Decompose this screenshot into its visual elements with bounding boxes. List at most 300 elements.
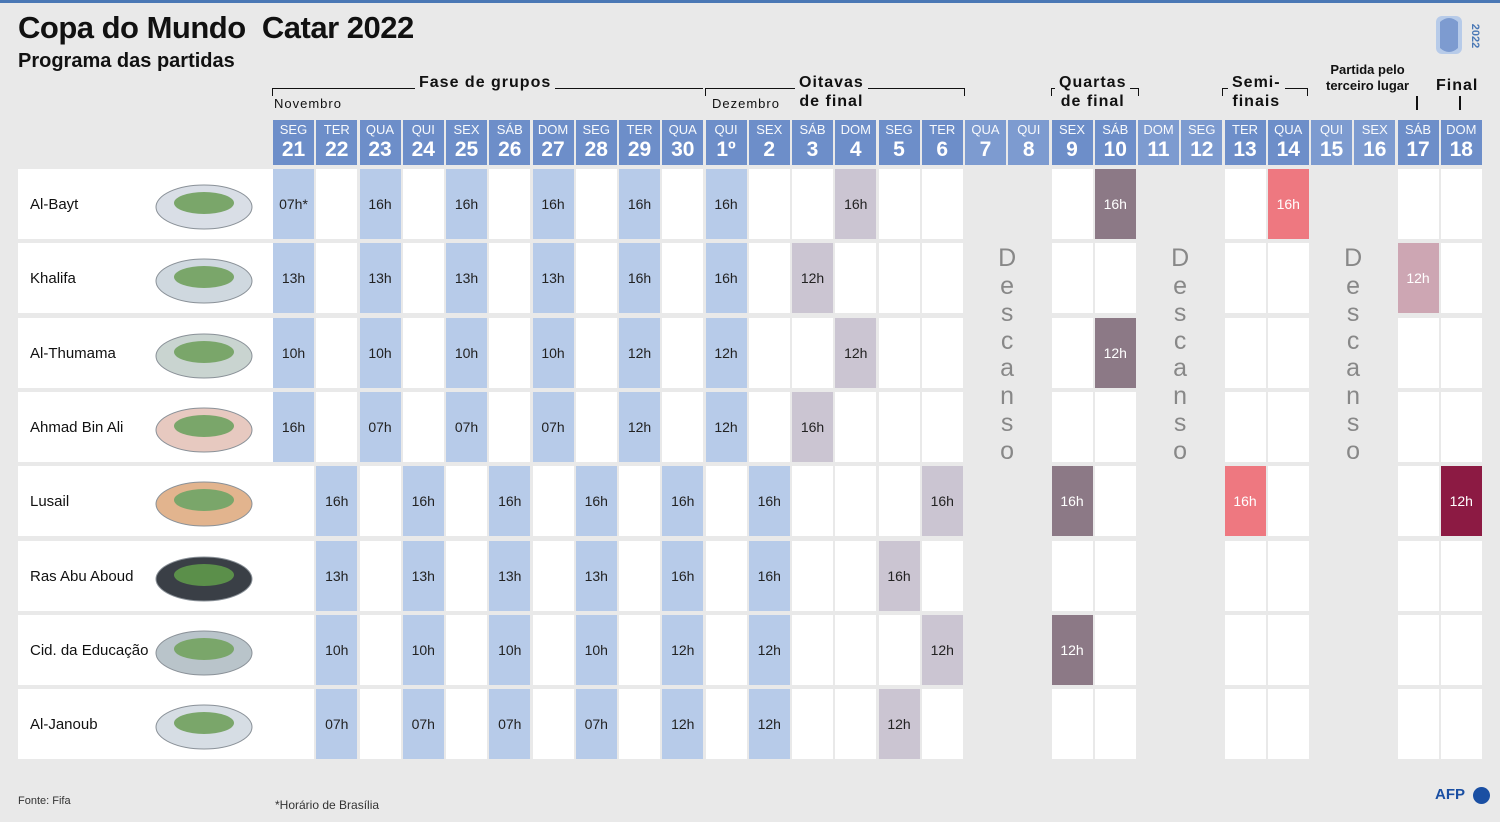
empty-cell <box>446 689 487 759</box>
day-header <box>749 120 790 165</box>
match-cell: 12h <box>662 689 703 759</box>
final-label: Final <box>1432 76 1482 95</box>
match-cell: 16h <box>273 392 314 462</box>
empty-cell <box>1268 243 1309 313</box>
empty-cell <box>1052 318 1093 388</box>
match-cell: 16h <box>706 243 747 313</box>
match-cell: 16h <box>360 169 401 239</box>
empty-cell <box>922 541 963 611</box>
match-cell: 13h <box>533 243 574 313</box>
quarter-final-line1: Quartas <box>1059 74 1127 91</box>
match-cell: 12h <box>619 318 660 388</box>
empty-cell <box>1398 169 1439 239</box>
empty-cell <box>1095 689 1136 759</box>
day-name: QUI <box>714 122 738 137</box>
match-cell: 16h <box>706 169 747 239</box>
third-place-label <box>1322 62 1413 94</box>
empty-cell <box>1095 466 1136 536</box>
match-cell: 12h <box>619 392 660 462</box>
match-cell: 10h <box>403 615 444 685</box>
match-cell: 12h <box>706 392 747 462</box>
group-stage-label: Fase de grupos <box>415 73 555 92</box>
empty-cell <box>662 392 703 462</box>
empty-cell <box>403 392 444 462</box>
stadium-illustration <box>148 543 260 609</box>
day-number: 14 <box>1276 138 1300 161</box>
day-header <box>792 120 833 165</box>
empty-cell <box>1398 541 1439 611</box>
empty-cell <box>1052 243 1093 313</box>
day-name: DOM <box>537 122 569 137</box>
empty-cell <box>879 318 920 388</box>
match-cell: 16h <box>489 466 530 536</box>
day-name: QUA <box>971 122 1000 137</box>
empty-cell <box>489 318 530 388</box>
day-name: SEX <box>1361 122 1388 137</box>
day-number: 25 <box>454 138 479 161</box>
day-number: 2 <box>763 138 776 161</box>
match-cell: 16h <box>619 169 660 239</box>
empty-cell <box>619 541 660 611</box>
empty-cell <box>749 392 790 462</box>
empty-cell <box>1225 318 1266 388</box>
day-name: TER <box>1232 122 1258 137</box>
day-name: QUA <box>668 122 697 137</box>
empty-cell <box>1095 243 1136 313</box>
day-name: QUI <box>411 122 435 137</box>
empty-cell <box>792 318 833 388</box>
match-cell: 10h <box>360 318 401 388</box>
empty-cell <box>273 541 314 611</box>
empty-cell <box>1225 615 1266 685</box>
empty-cell <box>1052 541 1093 611</box>
day-header <box>1225 120 1266 165</box>
day-header <box>1441 120 1482 165</box>
empty-cell <box>1398 615 1439 685</box>
empty-cell <box>835 243 876 313</box>
match-cell: 16h <box>662 541 703 611</box>
day-number: 5 <box>893 138 905 161</box>
empty-cell <box>749 243 790 313</box>
day-header <box>1181 120 1222 165</box>
day-name: SEG <box>885 122 913 137</box>
day-header <box>1398 120 1439 165</box>
match-cell: 07h <box>533 392 574 462</box>
day-number: 7 <box>979 138 992 161</box>
day-number: 17 <box>1406 138 1430 161</box>
day-header <box>489 120 530 165</box>
day-header <box>316 120 357 165</box>
day-name: QUI <box>1017 122 1041 137</box>
empty-cell <box>1268 541 1309 611</box>
match-cell: 13h <box>446 243 487 313</box>
empty-cell <box>1268 615 1309 685</box>
match-cell: 16h <box>1095 169 1136 239</box>
match-cell: 13h <box>316 541 357 611</box>
venue-name: Ahmad Bin Ali <box>30 418 124 436</box>
day-number: 8 <box>1022 138 1035 161</box>
match-cell: 07h <box>403 689 444 759</box>
empty-cell <box>835 466 876 536</box>
day-header <box>273 120 314 165</box>
empty-cell <box>922 169 963 239</box>
empty-cell <box>446 466 487 536</box>
round-of-16-label <box>795 73 868 111</box>
match-cell: 13h <box>403 541 444 611</box>
match-cell: 12h <box>922 615 963 685</box>
empty-cell <box>792 169 833 239</box>
empty-cell <box>489 392 530 462</box>
empty-cell <box>1398 466 1439 536</box>
empty-cell <box>273 466 314 536</box>
empty-cell <box>403 169 444 239</box>
rest-day-label: D e s c a n s o <box>1344 244 1363 465</box>
match-cell: 10h <box>273 318 314 388</box>
rest-day-label: D e s c a n s o <box>998 244 1017 465</box>
svg-text:2022: 2022 <box>1469 23 1481 49</box>
empty-cell <box>1052 169 1093 239</box>
stadium-illustration <box>148 394 260 460</box>
day-header <box>706 120 747 165</box>
day-number: 18 <box>1449 138 1473 161</box>
empty-cell <box>619 466 660 536</box>
day-number: 9 <box>1066 138 1078 161</box>
day-number: 11 <box>1147 138 1170 161</box>
empty-cell <box>1095 541 1136 611</box>
empty-cell <box>879 243 920 313</box>
day-name: DOM <box>1143 122 1174 137</box>
timezone-note: *Horário de Brasília <box>275 798 380 812</box>
day-name: SEG <box>1188 122 1216 137</box>
december-label: Dezembro <box>712 96 780 111</box>
match-cell: 13h <box>273 243 314 313</box>
match-cell: 07h <box>316 689 357 759</box>
day-header <box>1008 120 1049 165</box>
day-header <box>1095 120 1136 165</box>
afp-logo: AFP <box>1435 786 1465 803</box>
match-cell: 16h <box>619 243 660 313</box>
third-place-line2: terceiro lugar <box>1326 78 1410 93</box>
match-cell: 16h <box>662 466 703 536</box>
match-cell: 16h <box>792 392 833 462</box>
empty-cell <box>1225 689 1266 759</box>
empty-cell <box>619 615 660 685</box>
quarter-final-line2: de final <box>1060 93 1125 110</box>
day-name: TER <box>323 122 350 137</box>
empty-cell <box>1398 689 1439 759</box>
stadium-illustration <box>148 691 260 757</box>
source-note: Fonte: Fifa <box>18 795 71 807</box>
empty-cell <box>533 689 574 759</box>
match-cell: 16h <box>576 466 617 536</box>
day-number: 4 <box>849 138 862 161</box>
empty-cell <box>1225 243 1266 313</box>
day-name: SEX <box>453 122 480 137</box>
empty-cell <box>662 169 703 239</box>
venue-name: Ras Abu Aboud <box>30 567 134 585</box>
day-header <box>576 120 617 165</box>
stadium-illustration <box>148 617 260 683</box>
empty-cell <box>446 541 487 611</box>
venue-name: Cid. da Educação <box>30 641 149 659</box>
empty-cell <box>1225 392 1266 462</box>
empty-cell <box>273 615 314 685</box>
day-name: DOM <box>840 122 871 137</box>
day-name: SÁB <box>1404 122 1431 137</box>
match-cell: 13h <box>576 541 617 611</box>
day-header <box>662 120 703 165</box>
match-cell: 10h <box>576 615 617 685</box>
empty-cell <box>749 169 790 239</box>
match-cell: 13h <box>360 243 401 313</box>
empty-cell <box>576 243 617 313</box>
empty-cell <box>922 318 963 388</box>
third-place-tick <box>1416 96 1418 110</box>
match-cell: 12h <box>1441 466 1482 536</box>
match-cell: 07h <box>489 689 530 759</box>
top-accent-line <box>0 0 1500 3</box>
empty-cell <box>835 615 876 685</box>
day-name: TER <box>626 122 653 137</box>
day-header <box>922 120 963 165</box>
day-number: 6 <box>936 138 949 161</box>
day-header <box>1354 120 1395 165</box>
day-name: SÁB <box>799 122 826 137</box>
empty-cell <box>533 541 574 611</box>
match-cell: 10h <box>489 615 530 685</box>
empty-cell <box>749 318 790 388</box>
empty-cell <box>619 689 660 759</box>
empty-cell <box>360 615 401 685</box>
day-header <box>1268 120 1309 165</box>
day-header <box>360 120 401 165</box>
match-cell: 12h <box>1095 318 1136 388</box>
day-name: TER <box>929 122 956 137</box>
empty-cell <box>662 243 703 313</box>
third-place-line1: Partida pelo <box>1330 62 1405 77</box>
empty-cell <box>576 169 617 239</box>
empty-cell <box>706 466 747 536</box>
match-cell: 12h <box>792 243 833 313</box>
match-cell: 07h <box>576 689 617 759</box>
november-label: Novembro <box>274 96 342 111</box>
semi-final-line2: finais <box>1232 93 1281 110</box>
empty-cell <box>1225 541 1266 611</box>
empty-cell <box>1441 541 1482 611</box>
page-subtitle: Programa das partidas <box>18 50 235 72</box>
world-cup-logo <box>1434 12 1484 58</box>
empty-cell <box>1225 169 1266 239</box>
match-cell: 12h <box>879 689 920 759</box>
empty-cell <box>576 392 617 462</box>
empty-cell <box>879 466 920 536</box>
match-cell: 12h <box>749 689 790 759</box>
stadium-illustration <box>148 171 260 237</box>
venue-name: Al-Janoub <box>30 716 98 734</box>
day-name: SEG <box>279 122 308 137</box>
empty-cell <box>316 318 357 388</box>
day-number: 13 <box>1233 138 1257 161</box>
match-cell: 16h <box>403 466 444 536</box>
day-name: QUA <box>365 122 395 137</box>
empty-cell <box>489 243 530 313</box>
empty-cell <box>533 615 574 685</box>
match-cell: 12h <box>1398 243 1439 313</box>
empty-cell <box>835 541 876 611</box>
day-name: SÁB <box>1102 122 1129 137</box>
match-cell: 16h <box>749 541 790 611</box>
empty-cell <box>316 243 357 313</box>
match-cell: 12h <box>1052 615 1093 685</box>
day-number: 29 <box>627 138 652 161</box>
empty-cell <box>1441 615 1482 685</box>
match-cell: 16h <box>879 541 920 611</box>
empty-cell <box>835 689 876 759</box>
stadium-illustration <box>148 320 260 386</box>
empty-cell <box>1268 318 1309 388</box>
match-cell: 12h <box>662 615 703 685</box>
match-cell: 07h* <box>273 169 314 239</box>
day-header <box>1138 120 1179 165</box>
venue-name: Khalifa <box>30 270 76 288</box>
page-title: Copa do Mundo Catar 2022 <box>18 10 414 45</box>
day-number: 23 <box>368 138 392 161</box>
empty-cell <box>1441 392 1482 462</box>
empty-cell <box>273 689 314 759</box>
empty-cell <box>706 615 747 685</box>
empty-cell <box>792 541 833 611</box>
empty-cell <box>403 243 444 313</box>
day-number: 1º <box>716 138 736 161</box>
empty-cell <box>446 615 487 685</box>
empty-cell <box>576 318 617 388</box>
empty-cell <box>879 615 920 685</box>
empty-cell <box>533 466 574 536</box>
day-header <box>965 120 1006 165</box>
round-of-16-line2: de final <box>799 93 864 110</box>
empty-cell <box>922 689 963 759</box>
day-number: 21 <box>281 138 306 161</box>
empty-cell <box>489 169 530 239</box>
empty-cell <box>316 169 357 239</box>
match-cell: 16h <box>749 466 790 536</box>
day-header <box>533 120 574 165</box>
stadium-illustration <box>148 245 260 311</box>
empty-cell <box>706 689 747 759</box>
venue-name: Al-Bayt <box>30 196 79 213</box>
match-cell: 07h <box>360 392 401 462</box>
day-number: 30 <box>671 138 695 161</box>
day-name: QUA <box>1274 122 1303 137</box>
rest-day-label: D e s c a n s o <box>1171 244 1190 465</box>
empty-cell <box>1095 392 1136 462</box>
day-name: SEG <box>582 122 610 137</box>
day-header <box>446 120 487 165</box>
empty-cell <box>316 392 357 462</box>
empty-cell <box>792 689 833 759</box>
empty-cell <box>792 615 833 685</box>
match-cell: 12h <box>835 318 876 388</box>
day-number: 12 <box>1190 138 1214 161</box>
match-cell: 10h <box>533 318 574 388</box>
day-number: 22 <box>325 138 349 161</box>
empty-cell <box>360 689 401 759</box>
match-cell: 07h <box>446 392 487 462</box>
day-name: SÁB <box>496 122 523 137</box>
match-cell: 12h <box>749 615 790 685</box>
empty-cell <box>792 466 833 536</box>
empty-cell <box>1095 615 1136 685</box>
day-number: 26 <box>498 138 522 161</box>
match-cell: 12h <box>706 318 747 388</box>
day-number: 3 <box>806 138 819 161</box>
day-name: DOM <box>1446 122 1477 137</box>
day-number: 27 <box>541 138 565 161</box>
day-name: SEX <box>1058 122 1085 137</box>
day-header <box>403 120 444 165</box>
match-cell: 16h <box>922 466 963 536</box>
empty-cell <box>1441 689 1482 759</box>
day-number: 15 <box>1319 138 1344 161</box>
empty-cell <box>1268 392 1309 462</box>
match-cell: 10h <box>446 318 487 388</box>
empty-cell <box>1052 689 1093 759</box>
match-cell: 16h <box>1225 466 1266 536</box>
semi-final-line1: Semi- <box>1232 74 1281 91</box>
empty-cell <box>360 466 401 536</box>
match-cell: 16h <box>1052 466 1093 536</box>
round-of-16-line1: Oitavas <box>799 74 864 91</box>
match-cell: 16h <box>533 169 574 239</box>
match-cell: 13h <box>489 541 530 611</box>
day-number: 10 <box>1103 138 1127 161</box>
empty-cell <box>403 318 444 388</box>
quarter-final-label <box>1055 73 1130 111</box>
day-header <box>1311 120 1352 165</box>
match-cell: 16h <box>446 169 487 239</box>
stadium-illustration <box>148 468 260 534</box>
empty-cell <box>1441 243 1482 313</box>
empty-cell <box>1441 318 1482 388</box>
empty-cell <box>706 541 747 611</box>
day-name: SEX <box>756 122 783 137</box>
empty-cell <box>360 541 401 611</box>
day-header <box>619 120 660 165</box>
day-number: 16 <box>1363 138 1387 161</box>
match-cell: 10h <box>316 615 357 685</box>
match-cell: 16h <box>1268 169 1309 239</box>
empty-cell <box>879 392 920 462</box>
day-header <box>1052 120 1093 165</box>
semi-final-label <box>1228 73 1285 111</box>
empty-cell <box>1268 466 1309 536</box>
venue-name: Al-Thumama <box>30 344 116 362</box>
day-header <box>835 120 876 165</box>
final-tick <box>1459 96 1461 110</box>
day-number: 24 <box>411 138 435 161</box>
day-header <box>879 120 920 165</box>
empty-cell <box>922 392 963 462</box>
empty-cell <box>879 169 920 239</box>
empty-cell <box>662 318 703 388</box>
empty-cell <box>1398 318 1439 388</box>
day-name: QUI <box>1319 122 1344 137</box>
empty-cell <box>1268 689 1309 759</box>
empty-cell <box>835 392 876 462</box>
venue-name: Lusail <box>30 493 70 511</box>
afp-logo-dot <box>1473 787 1490 804</box>
empty-cell <box>1398 392 1439 462</box>
